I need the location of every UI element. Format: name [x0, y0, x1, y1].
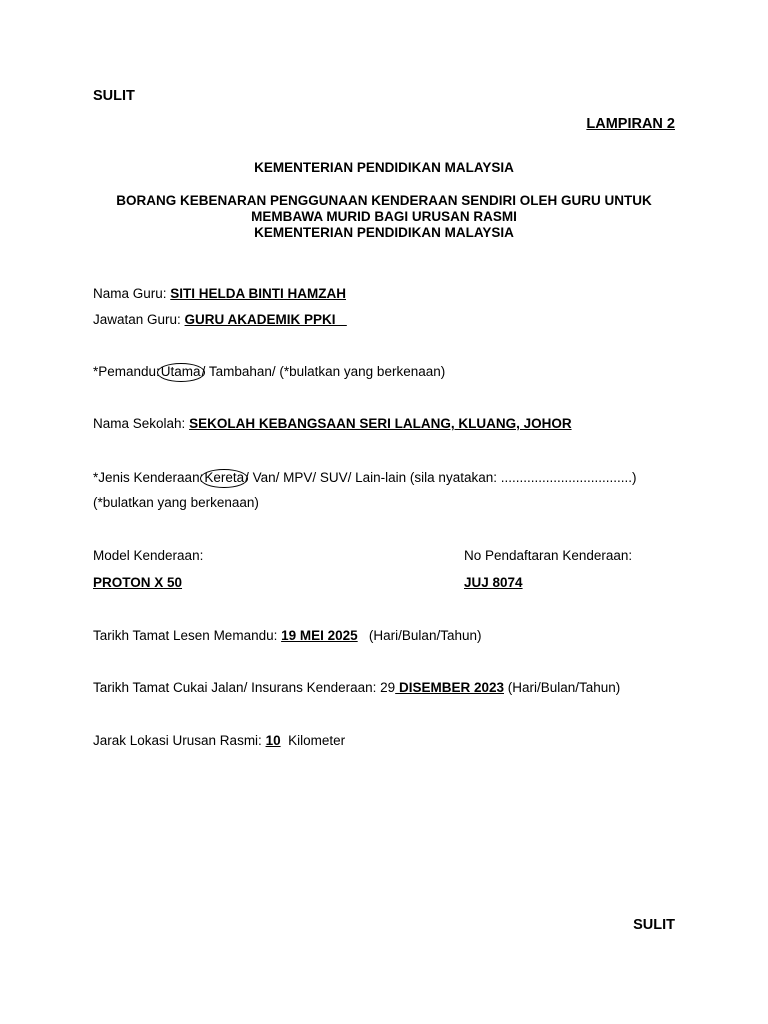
vehicle-model-label: Model Kenderaan: — [93, 548, 204, 563]
vehicle-type-selected-circled: Kereta — [200, 469, 248, 488]
vehicle-type-note: (*bulatkan yang berkenaan) — [93, 495, 259, 510]
position-value: GURU AKADEMIK PPKI — [184, 312, 347, 327]
ministry-title: KEMENTERIAN PENDIDIKAN MALAYSIA — [254, 160, 514, 175]
driver-options: / Tambahan/ (*bulatkan yang berkenaan) — [201, 364, 446, 379]
roadtax-format: (Hari/Bulan/Tahun) — [503, 680, 621, 695]
driver-label: *Pemandu: — [93, 364, 160, 379]
teacher-name-value: SITI HELDA BINTI HAMZAH — [170, 286, 347, 301]
classification-footer: SULIT — [633, 917, 675, 933]
position-label: Jawatan Guru: — [93, 312, 185, 327]
license-expiry-value: 19 MEI 2025 — [281, 628, 358, 643]
roadtax-label: Tarikh Tamat Cukai Jalan/ Insurans Kenderaan: 29 — [93, 680, 396, 695]
license-expiry-format: (Hari/Bulan/Tahun) — [357, 628, 482, 643]
vehicle-type-options: / Van/ MPV/ SUV/ Lain-lain (sila nyatakan: ...................................) — [245, 470, 637, 485]
teacher-name-label: Nama Guru: — [93, 286, 171, 301]
form-title-line-2: MEMBAWA MURID BAGI URUSAN RASMI — [251, 209, 517, 224]
classification-header: SULIT — [93, 88, 135, 104]
form-title-line-3: KEMENTERIAN PENDIDIKAN MALAYSIA — [254, 225, 514, 240]
distance-unit: Kilometer — [280, 733, 346, 748]
school-value: SEKOLAH KEBANGSAAN SERI LALANG, KLUANG, JOHOR — [189, 416, 572, 431]
school-row — [93, 416, 572, 431]
form-title-line-1: BORANG KEBENARAN PENGGUNAAN KENDERAAN SENDIRI OLEH GURU UNTUK — [116, 193, 652, 208]
vehicle-type-label: *Jenis Kenderaan: — [93, 470, 204, 485]
position-row — [93, 312, 347, 327]
distance-label: Jarak Lokasi Urusan Rasmi: — [93, 733, 266, 748]
registration-label: No Pendaftaran Kenderaan: — [464, 548, 633, 563]
license-expiry-row — [93, 628, 481, 643]
distance-value: 10 — [265, 733, 281, 748]
roadtax-row — [93, 680, 620, 695]
driver-selected-circled: Utama — [157, 363, 205, 382]
teacher-name-row — [93, 286, 346, 301]
appendix-label: LAMPIRAN 2 — [586, 116, 675, 132]
driver-row — [93, 364, 445, 380]
distance-row — [93, 733, 345, 748]
vehicle-model-value: PROTON X 50 — [93, 575, 183, 590]
license-expiry-label: Tarikh Tamat Lesen Memandu: — [93, 628, 282, 643]
registration-value: JUJ 8074 — [464, 575, 523, 590]
school-label: Nama Sekolah: — [93, 416, 190, 431]
roadtax-value: DISEMBER 2023 — [395, 680, 504, 695]
vehicle-type-row — [93, 470, 637, 486]
